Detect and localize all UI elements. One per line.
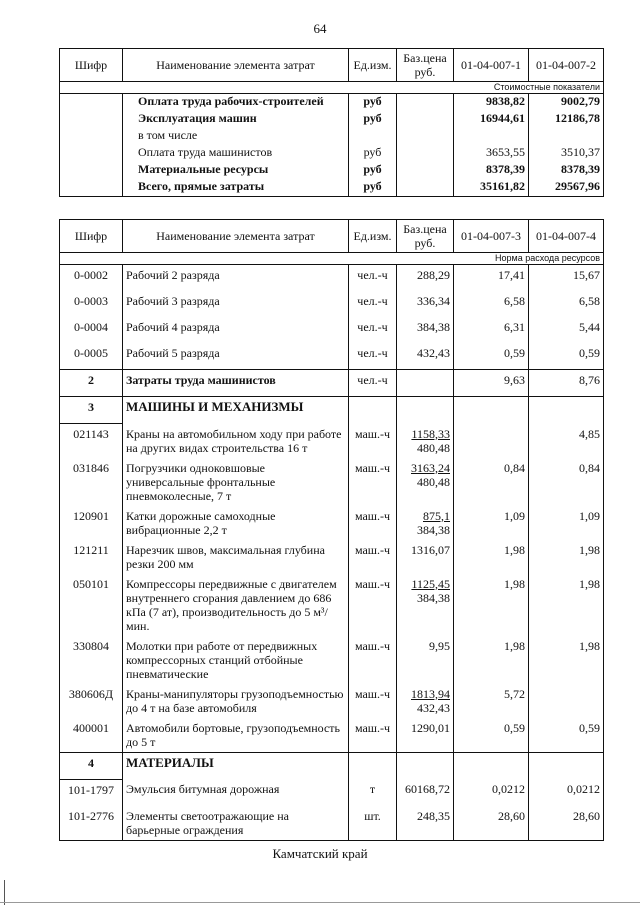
name-cell: Погрузчики одноковшовые универсальные фронтальные пневмоколесные, 7 т <box>123 458 349 506</box>
value-cell: 0,59 <box>454 718 529 753</box>
name-cell: Материальные ресурсы <box>123 162 349 179</box>
base-price-cell <box>397 370 454 397</box>
table-header-row <box>60 49 604 82</box>
code-cell <box>60 128 123 145</box>
name-cell: Рабочий 4 разряда <box>123 317 349 343</box>
table-caption: Стоимостные показатели <box>60 82 604 94</box>
table-row <box>60 636 604 684</box>
value-cell <box>454 397 529 424</box>
value-cell: 0,84 <box>529 458 604 506</box>
table-row <box>60 128 604 145</box>
value-cell: 28,60 <box>454 806 529 841</box>
value-cell: 1,98 <box>454 574 529 636</box>
name-cell: Рабочий 3 разряда <box>123 291 349 317</box>
value-cell <box>454 128 529 145</box>
code-cell: 0-0005 <box>60 343 123 370</box>
base-price-cell <box>397 111 454 128</box>
base-price: 875,1 <box>423 508 450 523</box>
name-cell: Краны-манипуляторы грузоподъемностью до 4 т на базе автомобиля <box>123 684 349 718</box>
table-body <box>60 265 604 841</box>
unit-cell: маш.-ч <box>349 684 397 718</box>
value-cell: 1,09 <box>529 506 604 540</box>
unit-cell: т <box>349 779 397 806</box>
base-price-cell <box>397 574 454 636</box>
name-cell: Рабочий 2 разряда <box>123 265 349 292</box>
code-cell <box>60 162 123 179</box>
name-cell: Нарезчик швов, максимальная глубина резки 200 мм <box>123 540 349 574</box>
table-row <box>60 540 604 574</box>
base-price-cell <box>397 506 454 540</box>
value-cell: 6,58 <box>529 291 604 317</box>
table-row <box>60 179 604 197</box>
base-price-cell <box>397 752 454 779</box>
base-price-cell <box>397 718 454 753</box>
table-row <box>60 684 604 718</box>
value-cell: 8378,39 <box>529 162 604 179</box>
unit-cell: руб <box>349 179 397 197</box>
name-cell: Рабочий 5 разряда <box>123 343 349 370</box>
value-cell: 17,41 <box>454 265 529 292</box>
header-unit: Ед.изм. <box>349 49 397 82</box>
base-price: 1125,45 <box>411 576 450 591</box>
base-price-cell <box>397 94 454 112</box>
base-price: 1290,01 <box>411 720 450 735</box>
table-caption: Норма расхода ресурсов <box>60 253 604 265</box>
value-cell: 4,85 <box>529 424 604 458</box>
caption-row <box>60 82 604 94</box>
value-cell: 12186,78 <box>529 111 604 128</box>
value-cell: 8,76 <box>529 370 604 397</box>
name-cell: Всего, прямые затраты <box>123 179 349 197</box>
operator-wage: 384,38 <box>417 590 450 605</box>
operator-wage: 480,48 <box>417 474 450 489</box>
base-price-cell <box>397 128 454 145</box>
code-cell: 4 <box>60 752 123 779</box>
code-cell: 121211 <box>60 540 123 574</box>
name-cell: МАШИНЫ И МЕХАНИЗМЫ <box>123 397 349 424</box>
value-cell: 1,09 <box>454 506 529 540</box>
name-cell: Затраты труда машинистов <box>123 370 349 397</box>
base-price: 384,38 <box>417 320 450 334</box>
value-cell: 1,98 <box>529 574 604 636</box>
name-cell: в том числе <box>123 128 349 145</box>
unit-cell: чел.-ч <box>349 317 397 343</box>
base-price: 248,35 <box>417 808 450 823</box>
value-cell: 15,67 <box>529 265 604 292</box>
value-cell <box>454 752 529 779</box>
value-cell: 16944,61 <box>454 111 529 128</box>
unit-cell: руб <box>349 111 397 128</box>
name-cell: Молотки при работе от передвижных компрессорных станций отбойные пневматические <box>123 636 349 684</box>
base-price: 1158,33 <box>411 426 450 441</box>
base-price-cell <box>397 179 454 197</box>
code-cell: 400001 <box>60 718 123 753</box>
page-number: 64 <box>313 21 327 36</box>
value-cell: 35161,82 <box>454 179 529 197</box>
value-cell: 9,63 <box>454 370 529 397</box>
code-cell: 021143 <box>60 424 123 458</box>
scan-bottom-line <box>0 902 640 903</box>
value-cell: 6,31 <box>454 317 529 343</box>
value-cell <box>529 397 604 424</box>
base-price-cell <box>397 779 454 806</box>
base-price-cell <box>397 317 454 343</box>
table-row <box>60 343 604 370</box>
base-price: 288,29 <box>417 268 450 282</box>
code-cell: 0-0003 <box>60 291 123 317</box>
value-cell: 5,44 <box>529 317 604 343</box>
cost-indicators-table <box>59 48 604 197</box>
operator-wage: 432,43 <box>417 700 450 715</box>
base-price-cell <box>397 291 454 317</box>
unit-cell: маш.-ч <box>349 636 397 684</box>
base-price: 432,43 <box>417 346 450 360</box>
operator-wage: 384,38 <box>417 522 450 537</box>
unit-cell: руб <box>349 94 397 112</box>
code-cell: 031846 <box>60 458 123 506</box>
code-cell <box>60 145 123 162</box>
value-cell: 28,60 <box>529 806 604 841</box>
unit-cell: чел.-ч <box>349 343 397 370</box>
unit-cell: шт. <box>349 806 397 841</box>
base-price: 9,95 <box>429 638 450 653</box>
unit-cell: маш.-ч <box>349 540 397 574</box>
name-cell: Катки дорожные самоходные вибрационные 2,2 т <box>123 506 349 540</box>
header-unit: Ед.изм. <box>349 220 397 253</box>
value-cell: 8378,39 <box>454 162 529 179</box>
header-base-price: Баз.цена руб. <box>397 49 454 82</box>
unit-cell: маш.-ч <box>349 574 397 636</box>
unit-cell: чел.-ч <box>349 370 397 397</box>
unit-cell: руб <box>349 162 397 179</box>
value-cell: 0,0212 <box>529 779 604 806</box>
caption-row <box>60 253 604 265</box>
resource-norms-table <box>59 219 604 841</box>
value-cell <box>529 128 604 145</box>
unit-cell: маш.-ч <box>349 458 397 506</box>
header-code: Шифр <box>60 49 123 82</box>
value-cell: 1,98 <box>529 540 604 574</box>
base-price-cell <box>397 397 454 424</box>
header-base-price: Баз.цена руб. <box>397 220 454 253</box>
base-price: 336,34 <box>417 294 450 308</box>
unit-cell: чел.-ч <box>349 265 397 292</box>
code-cell <box>60 94 123 112</box>
unit-cell: маш.-ч <box>349 506 397 540</box>
header-code: Шифр <box>60 220 123 253</box>
name-cell: Оплата труда машинистов <box>123 145 349 162</box>
code-cell: 380606Д <box>60 684 123 718</box>
table-row <box>60 806 604 841</box>
value-cell: 1,98 <box>529 636 604 684</box>
value-cell <box>529 752 604 779</box>
name-cell: Элементы светоотражающие на барьерные ограждения <box>123 806 349 841</box>
base-price-cell <box>397 265 454 292</box>
code-cell: 050101 <box>60 574 123 636</box>
value-cell: 0,59 <box>529 343 604 370</box>
code-cell: 101-1797 <box>60 779 123 806</box>
base-price-cell <box>397 458 454 506</box>
value-cell: 0,84 <box>454 458 529 506</box>
value-cell: 9838,82 <box>454 94 529 112</box>
table-row <box>60 506 604 540</box>
table-header-row <box>60 220 604 253</box>
name-cell: Оплата труда рабочих-строителей <box>123 94 349 112</box>
code-cell: 3 <box>60 397 123 424</box>
value-cell: 1,98 <box>454 636 529 684</box>
base-price-cell <box>397 343 454 370</box>
operator-wage: 480,48 <box>417 440 450 455</box>
table-row <box>60 265 604 292</box>
value-cell: 3510,37 <box>529 145 604 162</box>
table-row <box>60 779 604 806</box>
header-name: Наименование элемента затрат <box>123 49 349 82</box>
header-col-2: 01-04-007-2 <box>529 49 604 82</box>
header-col-4: 01-04-007-4 <box>529 220 604 253</box>
value-cell: 9002,79 <box>529 94 604 112</box>
code-cell: 0-0002 <box>60 265 123 292</box>
base-price: 1316,07 <box>411 542 450 557</box>
value-cell: 0,59 <box>454 343 529 370</box>
code-cell <box>60 111 123 128</box>
name-cell: Эксплуатация машин <box>123 111 349 128</box>
unit-cell <box>349 752 397 779</box>
table-row <box>60 94 604 112</box>
name-cell: МАТЕРИАЛЫ <box>123 752 349 779</box>
unit-cell: руб <box>349 145 397 162</box>
name-cell: Компрессоры передвижные с двигателем внутреннего сгорания давлением до 686 кПа (7 ат), производительность до 5 м³/мин. <box>123 574 349 636</box>
base-price-cell <box>397 162 454 179</box>
header-name: Наименование элемента затрат <box>123 220 349 253</box>
value-cell <box>454 424 529 458</box>
name-cell: Краны на автомобильном ходу при работе на других видах строительства 16 т <box>123 424 349 458</box>
unit-cell <box>349 397 397 424</box>
base-price-cell <box>397 806 454 841</box>
code-cell: 120901 <box>60 506 123 540</box>
value-cell: 1,98 <box>454 540 529 574</box>
value-cell: 0,59 <box>529 718 604 753</box>
value-cell: 0,0212 <box>454 779 529 806</box>
base-price-cell <box>397 636 454 684</box>
value-cell: 6,58 <box>454 291 529 317</box>
base-price-cell <box>397 424 454 458</box>
code-cell: 330804 <box>60 636 123 684</box>
value-cell: 29567,96 <box>529 179 604 197</box>
unit-cell <box>349 128 397 145</box>
value-cell <box>529 684 604 718</box>
table-row <box>60 574 604 636</box>
unit-cell: маш.-ч <box>349 718 397 753</box>
base-price: 60168,72 <box>405 782 450 796</box>
unit-cell: чел.-ч <box>349 291 397 317</box>
base-price-cell <box>397 684 454 718</box>
base-price-cell <box>397 145 454 162</box>
table-row <box>60 458 604 506</box>
table-row <box>60 317 604 343</box>
base-price: 1813,94 <box>411 686 450 701</box>
table-row <box>60 718 604 753</box>
base-price-cell <box>397 540 454 574</box>
footer-region: Камчатский край <box>272 846 368 861</box>
code-cell: 101-2776 <box>60 806 123 841</box>
code-cell: 2 <box>60 370 123 397</box>
code-cell <box>60 179 123 197</box>
header-col-3: 01-04-007-3 <box>454 220 529 253</box>
name-cell: Автомобили бортовые, грузоподъемность до 5 т <box>123 718 349 753</box>
table-row <box>60 424 604 458</box>
table-row <box>60 145 604 162</box>
table-row <box>60 162 604 179</box>
table-row <box>60 291 604 317</box>
code-cell: 0-0004 <box>60 317 123 343</box>
section-row <box>60 752 604 779</box>
unit-cell: маш.-ч <box>349 424 397 458</box>
name-cell: Эмульсия битумная дорожная <box>123 779 349 806</box>
table-body <box>60 94 604 197</box>
header-col-1: 01-04-007-1 <box>454 49 529 82</box>
value-cell: 3653,55 <box>454 145 529 162</box>
base-price: 3163,24 <box>411 460 450 475</box>
table-row <box>60 111 604 128</box>
value-cell: 5,72 <box>454 684 529 718</box>
section-row <box>60 370 604 397</box>
section-row <box>60 397 604 424</box>
